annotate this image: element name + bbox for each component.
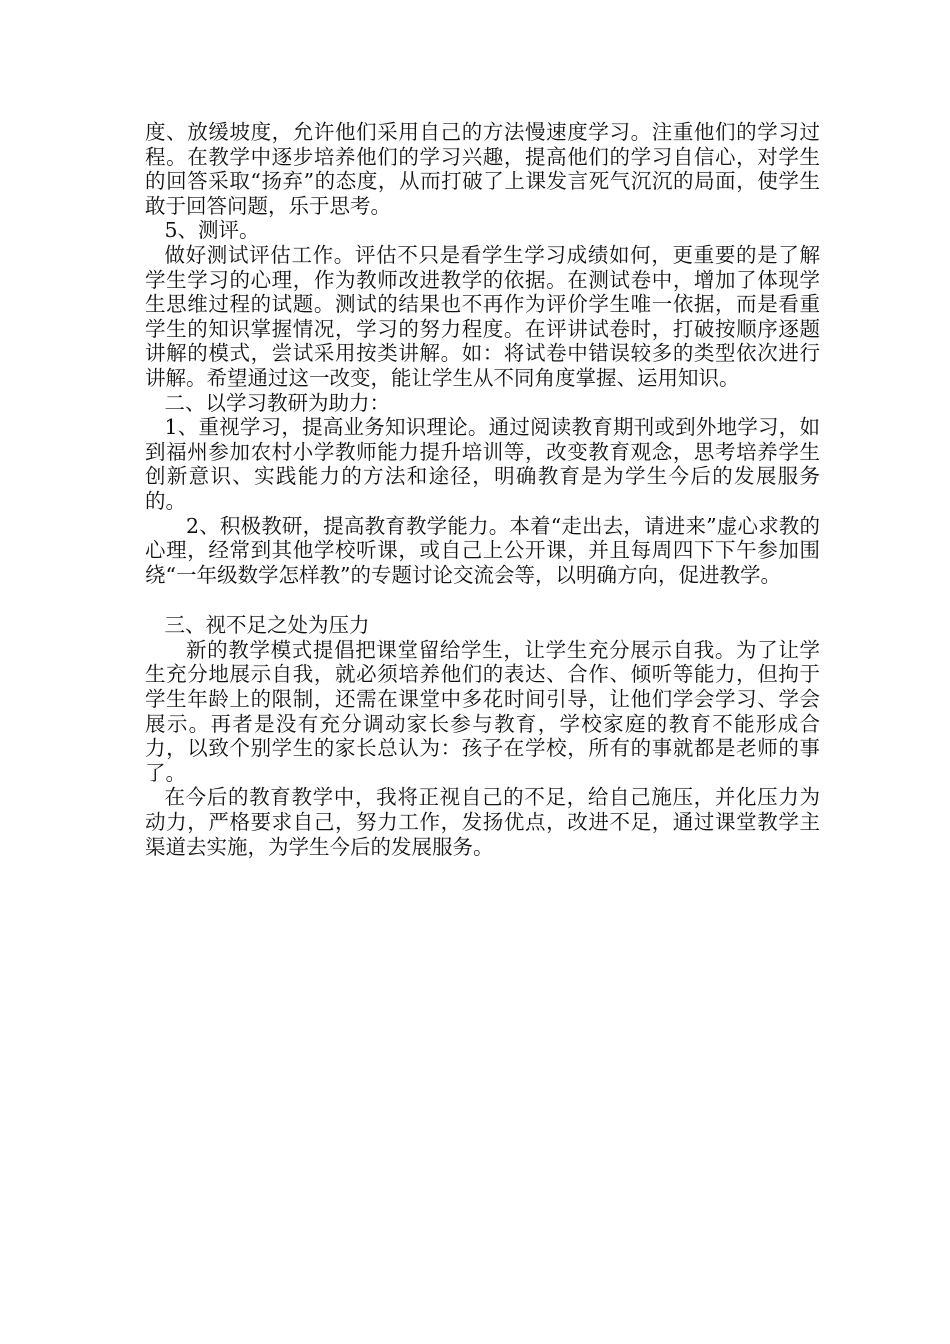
document-page [145, 120, 820, 859]
paragraph-conclusion: 在今后的教育教学中，我将正视自己的不足，给自己施压，并化压力为动力，严格要求自己，努力工作，发扬优点，改进不足，通过课堂教学主渠道去实施，为学生今后的发展服务。 [145, 785, 820, 859]
paragraph-shortcomings: 新的教学模式提倡把课堂留给学生，让学生充分展示自我。为了让学生充分地展示自我，就必须培养他们的表达、合作、倾听等能力，但拘于学生年龄上的限制，还需在课堂中多花时间引导，让他们学会学习、学会展示。再者是没有充分调动家长参与教育，学校家庭的教育不能形成合力，以致个别学生的家长总认为：孩子在学校，所有的事就都是老师的事了。 [145, 637, 820, 785]
paragraph-gap [145, 587, 820, 613]
paragraph-evaluation: 做好测试评估工作。评估不只是看学生学习成绩如何，更重要的是了解学生学习的心理，作为教师改进教学的依据。在测试卷中，增加了体现学生思维过程的试题。测试的结果也不再作为评价学生唯一依据，而是看重学生的知识掌握情况，学习的努力程度。在评讲试卷时，打破按顺序逐题讲解的模式，尝试采用按类讲解。如：将试卷中错误较多的类型依次进行讲解。希望通过这一改变，能让学生从不同角度掌握、运用知识。 [145, 242, 820, 390]
section-heading-three: 三、视不足之处为压力 [164, 613, 370, 638]
paragraph-study: 1、重视学习，提高业务知识理论。通过阅读教育期刊或到外地学习，如到福州参加农村小学教师能力提升培训等，改变教育观念，思考培养学生创新意识、实践能力的方法和途径，明确教育是为学生今后的发展服务的。 [145, 415, 820, 513]
subheading-evaluation: 5、测评。 [164, 218, 260, 243]
section-heading-two: 二、以学习教研为助力： [164, 390, 390, 415]
paragraph-research: 2、积极教研，提高教育教学能力。本着“走出去，请进来”虚心求教的心理，经常到其他学校听课，或自己上公开课，并且每周四下下午参加围绕“一年级数学怎样教”的专题讨论交流会等，以明确方向，促进教学。 [145, 513, 820, 587]
paragraph-continuation: 度、放缓坡度，允许他们采用自己的方法慢速度学习。注重他们的学习过程。在教学中逐步培养他们的学习兴趣，提高他们的学习自信心，对学生的回答采取“扬弃”的态度，从而打破了上课发言死气沉沉的局面，使学生敢于回答问题，乐于思考。 [145, 120, 820, 218]
